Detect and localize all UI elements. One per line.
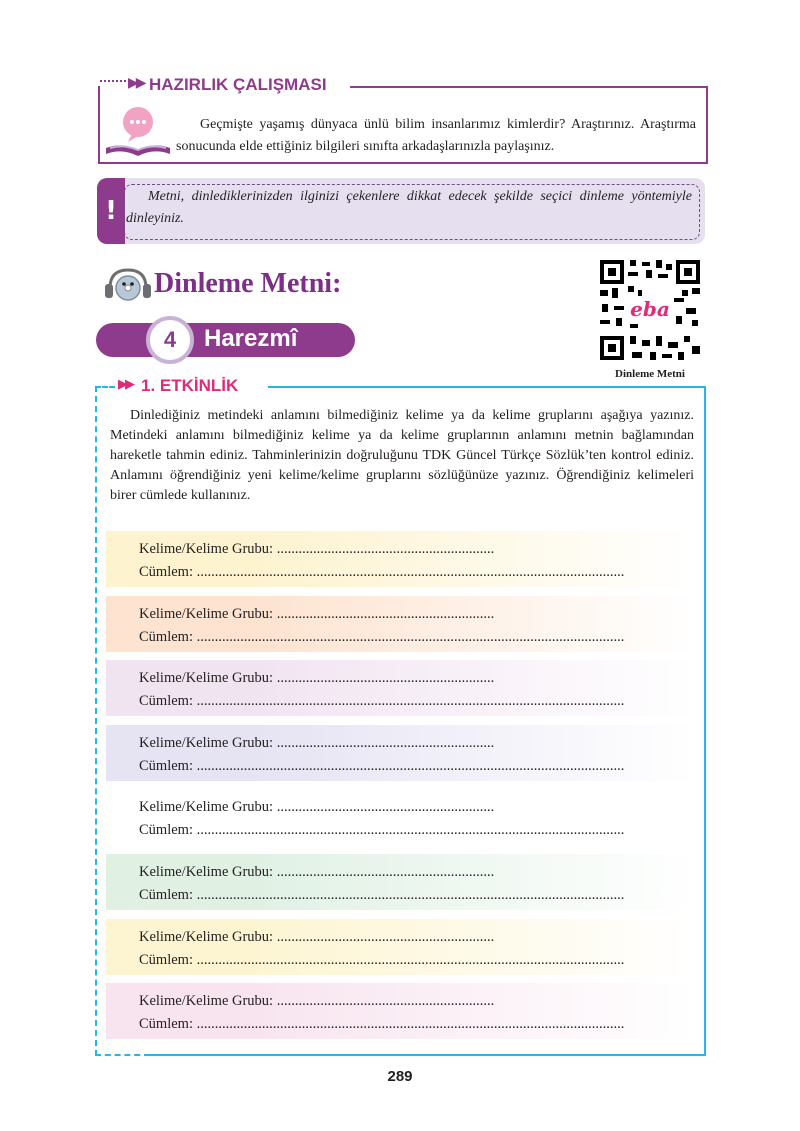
page-number: 289 xyxy=(387,1068,413,1085)
vocabulary-row xyxy=(106,660,696,716)
word-field[interactable]: Kelime/Kelime Grubu: ............................................................ xyxy=(139,670,495,687)
vocabulary-row xyxy=(106,725,696,781)
hazirlik-arrows-icon: ▶▶ xyxy=(128,75,144,91)
word-field[interactable]: Kelime/Kelime Grubu: ............................................................ xyxy=(139,928,495,945)
eba-logo: eba xyxy=(630,297,670,321)
exclamation-icon: ! xyxy=(97,178,125,244)
vocabulary-row xyxy=(106,789,696,845)
sentence-field[interactable]: Cümlem: ...................................................................................................................... xyxy=(139,757,625,774)
listening-title: Dinleme Metni: xyxy=(154,268,342,299)
sentence-field[interactable]: Cümlem: ...................................................................................................................... xyxy=(139,887,625,903)
sentence-field[interactable]: Cümlem: ...................................................................................................................... xyxy=(139,951,625,968)
speech-book-icon xyxy=(102,98,174,160)
qr-label: Dinleme Metni xyxy=(615,368,685,380)
word-field[interactable]: Kelime/Kelime Grubu: ............................................................ xyxy=(139,799,495,816)
word-field[interactable]: Kelime/Kelime Grubu: ............................................................ xyxy=(139,541,495,557)
sentence-field[interactable]: Cümlem: ...................................................................................................................... xyxy=(139,822,625,839)
hazirlik-dotted-lead xyxy=(100,80,130,82)
activity-border-bottom-left xyxy=(95,1054,150,1056)
sentence-field[interactable]: Cümlem: ...................................................................................................................... xyxy=(139,1016,625,1033)
word-field[interactable]: Kelime/Kelime Grubu: ............................................................ xyxy=(139,864,495,880)
vocabulary-row xyxy=(106,531,696,587)
lesson-title: Harezmî xyxy=(204,325,298,352)
headphones-cd-icon xyxy=(104,268,152,302)
vocabulary-row xyxy=(106,919,696,975)
sentence-field[interactable]: Cümlem: ...................................................................................................................... xyxy=(139,628,625,645)
sentence-field[interactable]: Cümlem: ...................................................................................................................... xyxy=(139,693,625,710)
vocabulary-row xyxy=(106,854,696,910)
warning-text: Metni, dinlediklerinizden ilginizi çekenlere dikkat edecek şekilde seçici dinleme yöntemiyle dinleyiniz. xyxy=(126,189,692,226)
hazirlik-title: HAZIRLIK ÇALIŞMASI xyxy=(149,75,327,94)
activity-instructions: Dinlediğiniz metindeki anlamını bilmediğiniz kelime ya da kelime gruplarını aşağıya yazınız. Metindeki anlamını bilmediğiniz kelime ya da kelime gruplarının anlamını metnin bağlamından hareketle tahmin ediniz. Tahminlerinizin doğruluğunu TDK Güncel Türkçe Sözlük’ten kontrol ediniz. Anlamını öğrendiğiniz yeni kelime/kelime gruplarını sözlüğünüze yazınız. Öğrendiğiniz kelimeleri birer cümlede kullanınız. xyxy=(110,408,694,503)
activity-title: 1. ETKİNLİK xyxy=(141,376,239,395)
activity-border-top-left xyxy=(95,386,115,388)
vocabulary-row xyxy=(106,983,696,1039)
activity-border-bottom xyxy=(150,1054,706,1056)
word-field[interactable]: Kelime/Kelime Grubu: ............................................................ xyxy=(139,605,495,622)
activity-arrows-icon: ▶▶ xyxy=(118,377,132,392)
activity-border-right xyxy=(704,386,706,1056)
qr-code[interactable] xyxy=(598,258,702,362)
activity-border-top xyxy=(268,386,706,388)
activity-border-left xyxy=(95,386,97,1056)
vocabulary-row xyxy=(106,596,696,652)
hazirlik-text: Geçmişte yaşamış dünyaca ünlü bilim insanlarımız kimlerdir? Araştırınız. Araştırma sonucunda elde ettiğiniz bilgileri sınıfta arkadaşlarınızla paylaşınız. xyxy=(176,117,696,154)
word-field[interactable]: Kelime/Kelime Grubu: ............................................................ xyxy=(139,734,495,751)
word-field[interactable]: Kelime/Kelime Grubu: ............................................................ xyxy=(139,993,495,1010)
sentence-field[interactable]: Cümlem: ...................................................................................................................... xyxy=(139,564,625,580)
lesson-number: 4 xyxy=(146,316,194,364)
